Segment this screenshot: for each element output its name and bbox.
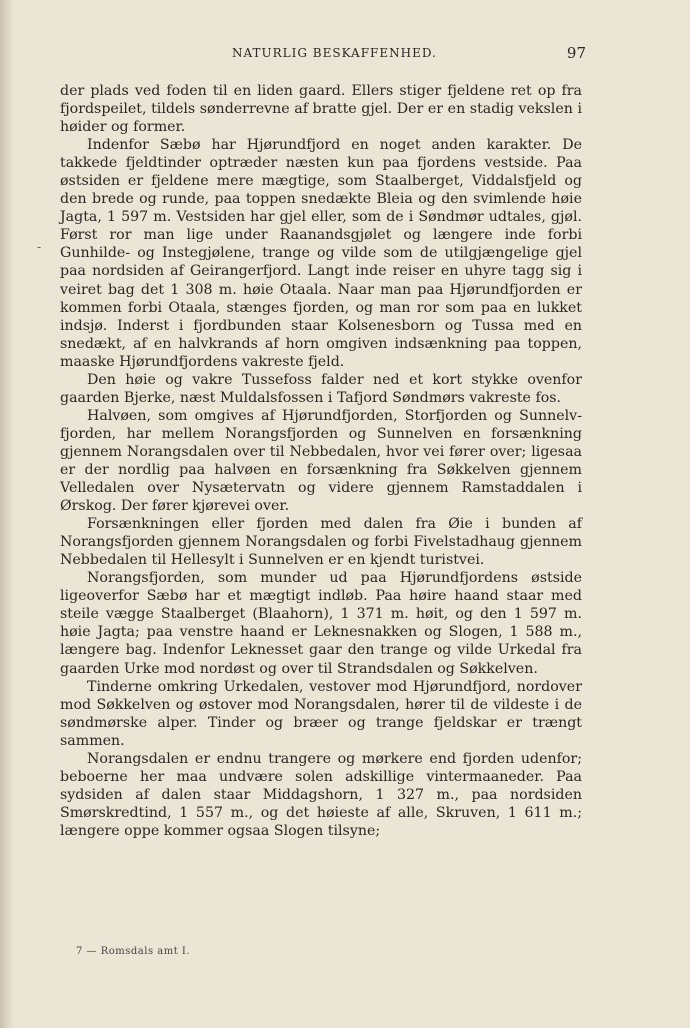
header-title: NATURLIG BESKAFFENHED. bbox=[232, 46, 437, 60]
page-number: 97 bbox=[566, 44, 586, 62]
paragraph: Norangsdalen er endnu trangere og mørkere end fjorden udenfor; beboerne her maa undvære solen adskillige vintermaaneder. Paa sydsiden af dalen staar Middagshorn, 1 327 m., paa nordsiden Smørskredtind, 1 557 m., og det høieste af alle, Skruven, 1 611 m.; længere oppe kommer ogsaa Slogen tilsyne; bbox=[60, 750, 582, 839]
footer-signature: 7 — Romsdals amt I. bbox=[76, 946, 191, 957]
paragraph: Den høie og vakre Tussefoss falder ned et kort stykke ovenfor gaarden Bjerke, næst Muldalsfossen i Tafjord Søndmørs vakreste fos. bbox=[60, 371, 582, 406]
paragraph: Norangsfjorden, som munder ud paa Hjørundfjordens østside ligeoverfor Sæbø har et mægtigt indløb. Paa høire haand staar med steile vægge Staalberget (Blaahorn), 1 371 m. høit, og den 1 597 m. høie Jagta; paa venstre haand er Leknesnakken og Slogen, 1 588 m., længere bag. Indenfor Leknesset gaar den trange og vilde Urkedal fra gaarden Urke mod nordøst og over til Strandsdalen og Søkkelven. bbox=[60, 570, 582, 677]
paragraph: der plads ved foden til en liden gaard. Ellers stiger fjeldene ret op fra fjordspeilet, tildels sønderrevne af bratte gjel. Der er en stadig vekslen i høider og former. bbox=[60, 83, 582, 136]
paragraph: Tinderne omkring Urkedalen, vestover mod Hjørundfjord, nordover mod Søkkelven og østover mod Norangsdalen, hører til de vildeste i de søndmørske alper. Tinder og bræer og trange fjeldskar er trængt sammen. bbox=[60, 678, 582, 749]
page-edge-shadow bbox=[0, 0, 14, 1028]
body-text bbox=[60, 82, 582, 840]
margin-mark: - bbox=[37, 240, 42, 254]
paragraph: Forsænkningen eller fjorden med dalen fra Øie i bunden af Norangsfjorden gjennem Norangsdalen og forbi Fivelstadhaug gjennem Nebbedalen til Hellesylt i Sunnelven er en kjendt turistvei. bbox=[60, 516, 582, 569]
paragraph: Indenfor Sæbø har Hjørundfjord en noget anden karakter. De takkede fjeldtinder optræder næsten kun paa fjordens vestside. Paa østsiden er fjeldene mere mægtige, som Staalberget, Viddalsfjeld og den brede og runde, paa toppen snedækte Bleia og den svimlende høie Jagta, 1 597 m. Vestsiden har gjel eller, som de i Søndmør udtales, gjøl. Først ror man lige under Raanandsgjølet og længere inde forbi Gunhilde- og Instegjølene, trange og vilde som de utilgjængelige gjel paa nordsiden af Geirangerfjord. Langt inde reiser en uhyre tagg sig i veiret bag det 1 308 m. høie Otaala. Naar man paa Hjørundfjorden er kommen forbi Otaala, stænges fjorden, og man ror som paa en lukket indsjø. Inderst i fjordbunden staar Kolsenesborn og Tussa med en snedækt, af en halvkrands af horn omgiven indsænkning paa toppen, maaske Hjørundfjordens vakreste fjeld. bbox=[60, 137, 582, 370]
paragraph: Halvøen, som omgives af Hjørundfjorden, Storfjorden og Sunnelvfjorden, har mellem Norangsfjorden og Sunnelven en forsænkning gjennem Norangsdalen over til Nebbedalen, hvor vei fører over; ligesaa er der nordlig paa halvøen en forsænkning fra Søkkelven gjennem Velledalen over Nysætervatn og videre gjennem Ramstaddalen i Ørskog. Der fører kjørevei over. bbox=[60, 407, 582, 515]
